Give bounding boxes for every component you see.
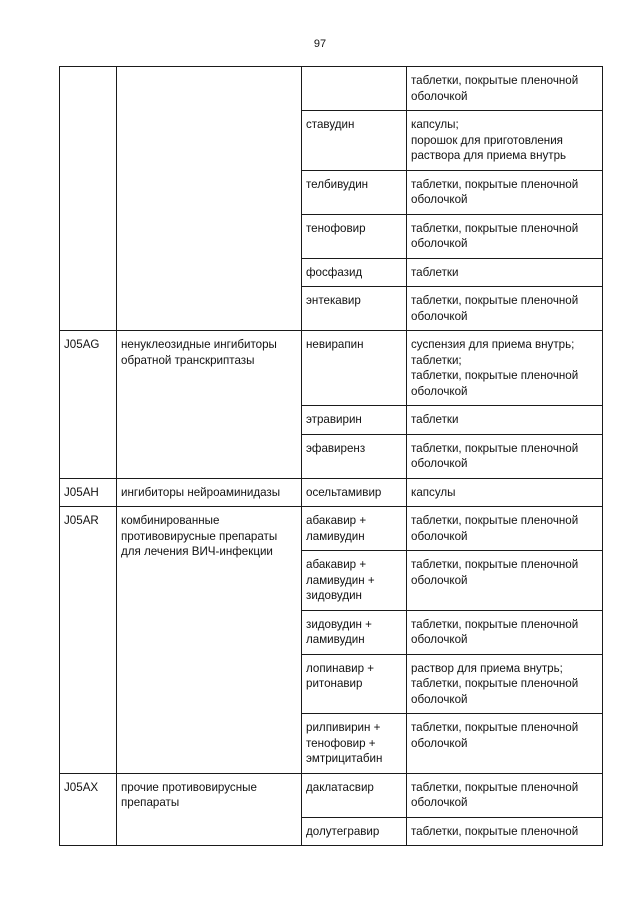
drug-name-cell: невирапин [302,331,407,406]
drug-name-cell: телбивудин [302,170,407,214]
drug-name-cell: осельтамивир [302,478,407,507]
dosage-form-cell: капсулы; порошок для приготовления раствора для приема внутрь [407,111,603,171]
drug-name-cell: зидовудин + ламивудин [302,610,407,654]
table-row [60,67,603,111]
table-row [60,331,603,406]
drug-name-cell: рилпивирин + тенофовир + эмтрицитабин [302,714,407,774]
dosage-form-cell: раствор для приема внутрь; таблетки, покрытые пленочной оболочкой [407,654,603,714]
atc-code-cell [60,67,117,331]
dosage-form-cell: таблетки, покрытые пленочной оболочкой [407,507,603,551]
table-row [60,507,603,551]
atc-code-cell: J05AR [60,507,117,774]
group-name-cell: ненуклеозидные ингибиторы обратной транскриптазы [117,331,302,479]
dosage-form-cell: таблетки, покрытые пленочной оболочкой [407,214,603,258]
atc-code-cell: J05AX [60,773,117,846]
drug-name-cell: абакавир + ламивудин [302,507,407,551]
dosage-form-cell: таблетки, покрытые пленочной оболочкой [407,67,603,111]
drug-name-cell: тенофовир [302,214,407,258]
atc-code-cell: J05AG [60,331,117,479]
drug-name-cell: абакавир + ламивудин + зидовудин [302,551,407,611]
atc-code-cell: J05AH [60,478,117,507]
dosage-form-cell: таблетки, покрытые пленочной оболочкой [407,773,603,817]
dosage-form-cell: таблетки [407,406,603,435]
group-name-cell: ингибиторы нейроаминидазы [117,478,302,507]
dosage-form-cell: таблетки, покрытые пленочной оболочкой [407,287,603,331]
dosage-form-cell: таблетки, покрытые пленочной [407,817,603,846]
drug-table [59,66,603,846]
page-number: 97 [313,38,327,50]
group-name-cell [117,67,302,331]
drug-name-cell: долутегравир [302,817,407,846]
dosage-form-cell: таблетки, покрытые пленочной оболочкой [407,551,603,611]
drug-name-cell: энтекавир [302,287,407,331]
drug-name-cell: лопинавир + ритонавир [302,654,407,714]
dosage-form-cell: капсулы [407,478,603,507]
dosage-form-cell: суспензия для приема внутрь; таблетки; таблетки, покрытые пленочной оболочкой [407,331,603,406]
drug-table-body [60,67,603,846]
drug-name-cell [302,67,407,111]
dosage-form-cell: таблетки [407,258,603,287]
drug-name-cell: фосфазид [302,258,407,287]
drug-name-cell: ставудин [302,111,407,171]
table-row [60,773,603,817]
dosage-form-cell: таблетки, покрытые пленочной оболочкой [407,610,603,654]
drug-name-cell: этравирин [302,406,407,435]
drug-name-cell: эфавиренз [302,434,407,478]
table-row [60,478,603,507]
drug-name-cell: даклатасвир [302,773,407,817]
dosage-form-cell: таблетки, покрытые пленочной оболочкой [407,714,603,774]
dosage-form-cell: таблетки, покрытые пленочной оболочкой [407,170,603,214]
group-name-cell: комбинированные противовирусные препараты для лечения ВИЧ-инфекции [117,507,302,774]
dosage-form-cell: таблетки, покрытые пленочной оболочкой [407,434,603,478]
group-name-cell: прочие противовирусные препараты [117,773,302,846]
